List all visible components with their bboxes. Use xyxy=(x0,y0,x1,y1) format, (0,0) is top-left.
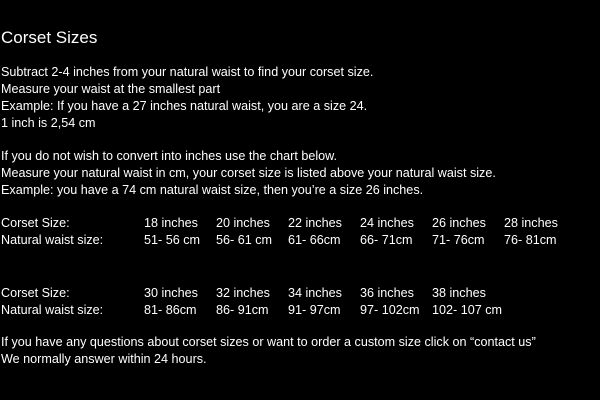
corset-size-cell: 34 inches xyxy=(288,286,342,300)
corset-size-cell: 30 inches xyxy=(144,286,198,300)
cm-instruction-line: If you do not wish to convert into inches use the chart below. xyxy=(1,149,338,163)
intro-line: Measure your waist at the smallest part xyxy=(1,82,221,96)
waist-size-cell: 97- 102cm xyxy=(360,303,420,317)
contact-line: If you have any questions about corset sizes or want to order a custom size click on “contact us” xyxy=(1,335,536,349)
cm-instructions-paragraph xyxy=(1,148,496,199)
waist-size-cell: 91- 97cm xyxy=(288,303,341,317)
intro-line: 1 inch is 2,54 cm xyxy=(1,116,96,130)
waist-size-cell: 66- 71cm xyxy=(360,233,413,247)
corset-size-cell: 22 inches xyxy=(288,216,342,230)
corset-size-cell: 38 inches xyxy=(432,286,486,300)
contact-paragraph xyxy=(1,334,536,368)
waist-size-cell: 81- 86cm xyxy=(144,303,197,317)
waist-size-label: Natural waist size: xyxy=(1,303,104,317)
waist-size-cell: 86- 91cm xyxy=(216,303,269,317)
waist-size-label: Natural waist size: xyxy=(1,233,104,247)
waist-size-cell: 51- 56 cm xyxy=(144,233,200,247)
waist-size-cell: 102- 107 cm xyxy=(432,303,503,317)
corset-size-label: Corset Size: xyxy=(1,286,70,300)
waist-size-cell: 76- 81cm xyxy=(504,233,557,247)
page-title: Corset Sizes xyxy=(1,28,98,47)
corset-size-cell: 20 inches xyxy=(216,216,270,230)
intro-line: Subtract 2-4 inches from your natural waist to find your corset size. xyxy=(1,65,374,79)
corset-size-cell: 36 inches xyxy=(360,286,414,300)
corset-size-cell: 24 inches xyxy=(360,216,414,230)
waist-size-cell: 71- 76cm xyxy=(432,233,485,247)
intro-line: Example: If you have a 27 inches natural waist, you are a size 24. xyxy=(1,99,368,113)
intro-paragraph xyxy=(1,64,373,132)
corset-size-cell: 18 inches xyxy=(144,216,198,230)
corset-size-cell: 28 inches xyxy=(504,216,558,230)
cm-instruction-line: Example: you have a 74 cm natural waist size, then you’re a size 26 inches. xyxy=(1,183,424,197)
corset-size-cell: 32 inches xyxy=(216,286,270,300)
cm-instruction-line: Measure your natural waist in cm, your corset size is listed above your natural waist size. xyxy=(1,166,496,180)
corset-size-label: Corset Size: xyxy=(1,216,70,230)
waist-size-cell: 56- 61 cm xyxy=(216,233,272,247)
corset-size-cell: 26 inches xyxy=(432,216,486,230)
waist-size-cell: 61- 66cm xyxy=(288,233,341,247)
contact-line: We normally answer within 24 hours. xyxy=(1,352,207,366)
